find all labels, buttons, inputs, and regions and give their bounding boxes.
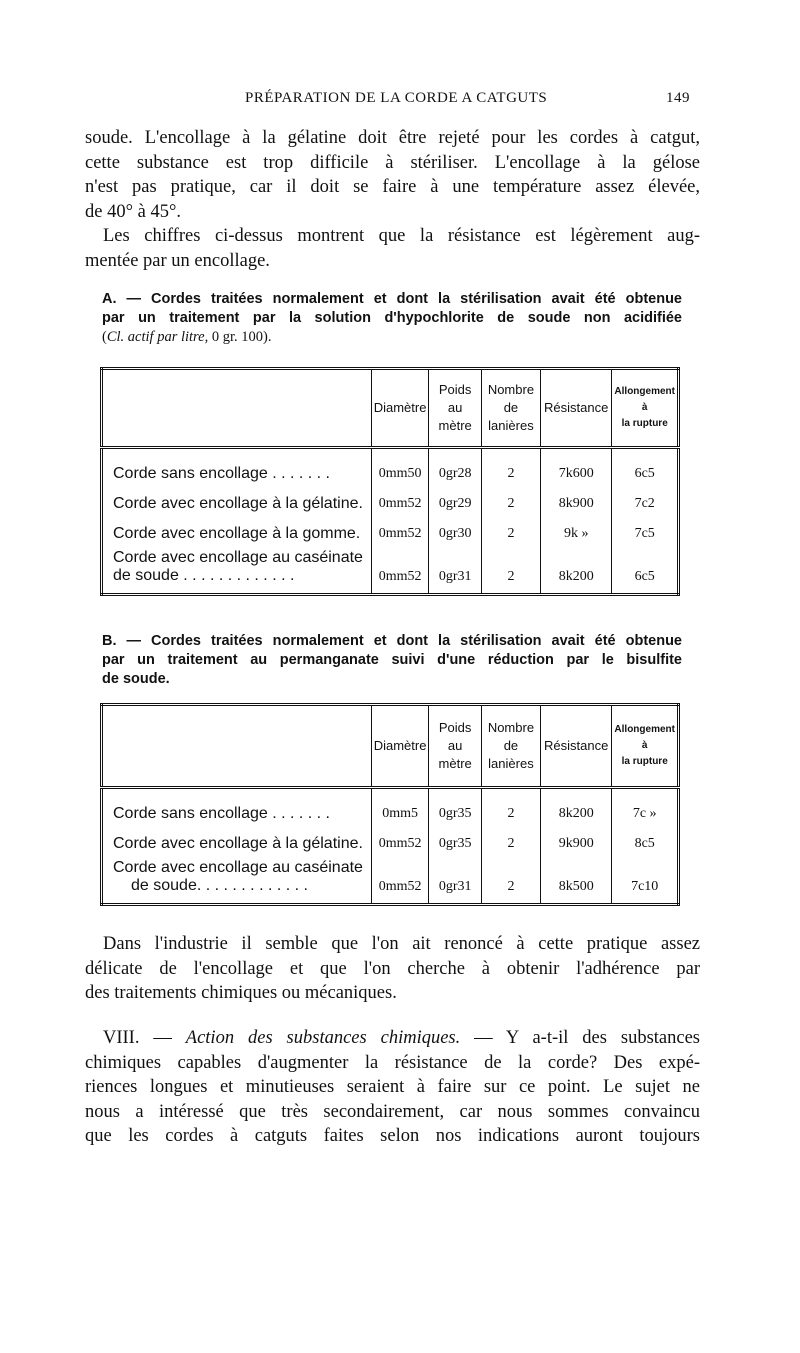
cell-poids: 0gr35 bbox=[429, 829, 481, 859]
cell-nombre: 2 bbox=[481, 448, 540, 490]
text-line: de 40° à 45°. bbox=[85, 201, 181, 222]
cell-poids: 0gr35 bbox=[429, 788, 481, 830]
table-row bbox=[102, 489, 679, 519]
row-label: Corde avec encollage à la gomme. bbox=[113, 525, 361, 542]
cell-allongement: 7c5 bbox=[612, 519, 679, 549]
cell-nombre: 2 bbox=[481, 549, 540, 595]
cell-resistance: 8k900 bbox=[541, 489, 612, 519]
row-label: Corde avec encollage à la gélatine. bbox=[113, 835, 363, 852]
cell-poids: 0gr29 bbox=[429, 489, 481, 519]
table-header-row bbox=[102, 369, 679, 448]
table-header-row bbox=[102, 705, 679, 788]
header-diametre: Diamètre bbox=[371, 369, 429, 448]
cell-nombre: 2 bbox=[481, 788, 540, 830]
table-a-caption bbox=[102, 290, 682, 347]
cell-allongement: 6c5 bbox=[612, 448, 679, 490]
cell-nombre: 2 bbox=[481, 489, 540, 519]
cell-allongement: 7c10 bbox=[612, 859, 679, 905]
row-label: Corde avec encollage au caséinate de soude. . . . . . . . . . . . . bbox=[113, 859, 363, 894]
table-b-caption bbox=[102, 632, 682, 689]
row-label: Corde sans encollage . . . . . . . bbox=[113, 805, 330, 822]
text-line: n'est pas pratique, car il doit se faire à une température assez élevée, bbox=[85, 177, 700, 197]
page-number: 149 bbox=[666, 90, 690, 106]
text-line: riences longues et minutieuses seraient à faire sur ce point. Le sujet ne bbox=[85, 1077, 700, 1097]
cell-poids: 0gr30 bbox=[429, 519, 481, 549]
section-heading-line: VIII. — Action des substances chimiques. — Y a-t-il des substances bbox=[103, 1028, 700, 1048]
conclusion-paragraph bbox=[85, 932, 700, 1006]
text-line: que les cordes à catguts faites selon nos indications auront toujours bbox=[85, 1126, 700, 1146]
header-blank bbox=[102, 369, 372, 448]
text-line: Dans l'industrie il semble que l'on ait renoncé à cette pratique assez bbox=[103, 934, 700, 954]
cell-allongement: 7c » bbox=[612, 788, 679, 830]
row-label: Corde avec encollage au caséinate de soude . . . . . . . . . . . . . bbox=[113, 549, 363, 584]
cell-resistance: 9k900 bbox=[541, 829, 612, 859]
header-diametre: Diamètre bbox=[371, 705, 429, 788]
cell-nombre: 2 bbox=[481, 829, 540, 859]
cell-resistance: 8k200 bbox=[541, 788, 612, 830]
header-resistance: Résistance bbox=[541, 705, 612, 788]
header-resistance: Résistance bbox=[541, 369, 612, 448]
header-allongement: Allongement à la rupture bbox=[612, 369, 679, 448]
section-viii-paragraph bbox=[85, 1026, 700, 1149]
cell-diametre: 0mm52 bbox=[371, 829, 429, 859]
header-poids: Poids au mètre bbox=[429, 705, 481, 788]
table-a bbox=[100, 367, 680, 596]
cell-allongement: 7c2 bbox=[612, 489, 679, 519]
cell-diametre: 0mm52 bbox=[371, 519, 429, 549]
running-title: PRÉPARATION DE LA CORDE A CATGUTS bbox=[245, 90, 548, 106]
table-b bbox=[100, 703, 680, 906]
row-label: Corde sans encollage . . . . . . . bbox=[113, 465, 330, 482]
cell-poids: 0gr31 bbox=[429, 549, 481, 595]
cell-resistance: 8k500 bbox=[541, 859, 612, 905]
cell-resistance: 9k » bbox=[541, 519, 612, 549]
cell-diametre: 0mm5 bbox=[371, 788, 429, 830]
header-nombre: Nombre de lanières bbox=[481, 705, 540, 788]
table-row bbox=[102, 788, 679, 830]
cell-poids: 0gr28 bbox=[429, 448, 481, 490]
row-label: Corde avec encollage à la gélatine. bbox=[113, 495, 363, 512]
cell-diametre: 0mm52 bbox=[371, 489, 429, 519]
text-line: délicate de l'encollage et que l'on cherche à obtenir l'adhérence par bbox=[85, 958, 700, 979]
cell-nombre: 2 bbox=[481, 859, 540, 905]
header-poids: Poids au mètre bbox=[429, 369, 481, 448]
cell-resistance: 8k200 bbox=[541, 549, 612, 595]
caption-line: de soude. bbox=[102, 671, 170, 687]
text-line: mentée par un encollage. bbox=[85, 250, 270, 271]
table-row bbox=[102, 549, 679, 595]
cell-allongement: 6c5 bbox=[612, 549, 679, 595]
cell-diametre: 0mm52 bbox=[371, 549, 429, 595]
table-row bbox=[102, 448, 679, 490]
caption-note: (Cl. actif par litre, 0 gr. 100). bbox=[102, 329, 272, 345]
text-line: cette substance est trop difficile à stériliser. L'encollage à la gélose bbox=[85, 152, 700, 173]
text-line: des traitements chimiques ou mécaniques. bbox=[85, 983, 397, 1003]
table-row bbox=[102, 859, 679, 905]
table-row bbox=[102, 519, 679, 549]
caption-line: A. — Cordes traitées normalement et dont la stérilisation avait été obtenue bbox=[102, 291, 682, 307]
cell-diametre: 0mm50 bbox=[371, 448, 429, 490]
cell-poids: 0gr31 bbox=[429, 859, 481, 905]
text-line: Les chiffres ci-dessus montrent que la résistance est légèrement aug- bbox=[103, 226, 700, 246]
text-line: soude. L'encollage à la gélatine doit être rejeté pour les cordes à catgut, bbox=[85, 128, 700, 148]
cell-resistance: 7k600 bbox=[541, 448, 612, 490]
table-row bbox=[102, 829, 679, 859]
text-line: chimiques capables d'augmenter la résistance de la corde? Des expé- bbox=[85, 1052, 700, 1073]
cell-nombre: 2 bbox=[481, 519, 540, 549]
cell-diametre: 0mm52 bbox=[371, 859, 429, 905]
intro-paragraph bbox=[85, 126, 700, 273]
caption-line: par un traitement au permanganate suivi d'une réduction par le bisulfite bbox=[102, 652, 682, 668]
header-allongement: Allongement à la rupture bbox=[612, 705, 679, 788]
caption-line: B. — Cordes traitées normalement et dont la stérilisation avait été obtenue bbox=[102, 633, 682, 649]
cell-allongement: 8c5 bbox=[612, 829, 679, 859]
caption-line: par un traitement par la solution d'hypochlorite de soude non acidifiée bbox=[102, 310, 682, 326]
text-line: nous a intéressé que très secondairement, car nous sommes convaincu bbox=[85, 1101, 700, 1122]
header-blank bbox=[102, 705, 372, 788]
header-nombre: Nombre de lanières bbox=[481, 369, 540, 448]
